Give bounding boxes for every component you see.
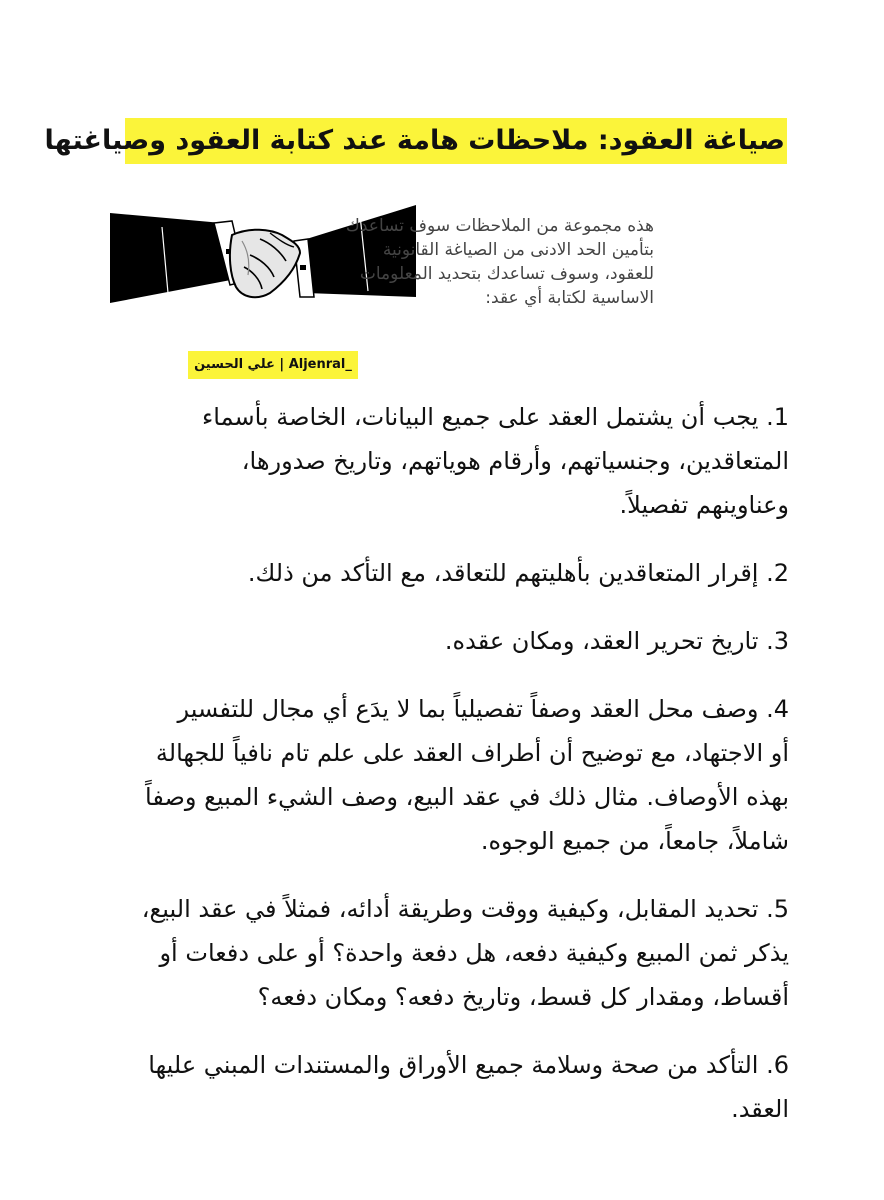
item-line: أقساط، ومقدار كل قسط، وتاريخ دفعه؟ ومكان دفعه؟ bbox=[257, 983, 789, 1011]
list-item bbox=[110, 551, 789, 595]
list-item bbox=[110, 395, 789, 527]
item-line: يذكر ثمن المبيع وكيفية دفعه، هل دفعة واحدة؟ أو على دفعات أو bbox=[159, 939, 789, 967]
list-item bbox=[110, 687, 789, 863]
item-line: العقد. bbox=[731, 1095, 789, 1123]
intro-line: بتأمين الحد الادنى من الصياغة القانونية bbox=[382, 240, 654, 260]
item-line: وعناوينهم تفصيلاً. bbox=[619, 491, 789, 519]
intro-line: للعقود، وسوف تساعدك بتحديد المعلومات bbox=[359, 264, 654, 284]
item-line: 5. تحديد المقابل، وكيفية ووقت وطريقة أدائه، فمثلاً في عقد البيع، bbox=[141, 895, 789, 923]
item-line: أو الاجتهاد، مع توضيح أن أطراف العقد على علم تام نافياً للجهالة bbox=[155, 739, 789, 767]
item-line: 3. تاريخ تحرير العقد، ومكان عقده. bbox=[444, 627, 789, 655]
list-item bbox=[110, 619, 789, 663]
page-title: صياغة العقود: ملاحظات هامة عند كتابة العقود وصياغتها bbox=[44, 125, 785, 156]
item-line: 1. يجب أن يشتمل العقد على جميع البيانات، الخاصة بأسماء bbox=[202, 403, 789, 431]
intro-paragraph bbox=[345, 214, 654, 310]
item-line: 6. التأكد من صحة وسلامة جميع الأوراق والمستندات المبني عليها bbox=[148, 1051, 789, 1079]
item-line: المتعاقدين، وجنسياتهم، وأرقام هوياتهم، وتاريخ صدورها، bbox=[241, 447, 789, 475]
item-line: 2. إقرار المتعاقدين بأهليتهم للتعاقد، مع التأكد من ذلك. bbox=[247, 559, 789, 587]
intro-line: هذه مجموعة من الملاحظات سوف تساعدك bbox=[345, 216, 654, 236]
item-line: بهذه الأوصاف. مثال ذلك في عقد البيع، وصف الشيء المبيع وصفاً bbox=[145, 783, 789, 811]
item-line: شاملاً، جامعاً، من جميع الوجوه. bbox=[480, 827, 789, 855]
item-line: 4. وصف محل العقد وصفاً تفصيلياً بما لا يدَع أي مجال للتفسير bbox=[177, 695, 789, 723]
title-highlight bbox=[44, 118, 787, 164]
notes-list bbox=[110, 395, 789, 1131]
intro-line: الاساسية لكتابة أي عقد: bbox=[485, 288, 654, 308]
list-item bbox=[110, 1043, 789, 1131]
author-tag: علي الحسين | Aljenral_ bbox=[188, 351, 358, 379]
list-item bbox=[110, 887, 789, 1019]
